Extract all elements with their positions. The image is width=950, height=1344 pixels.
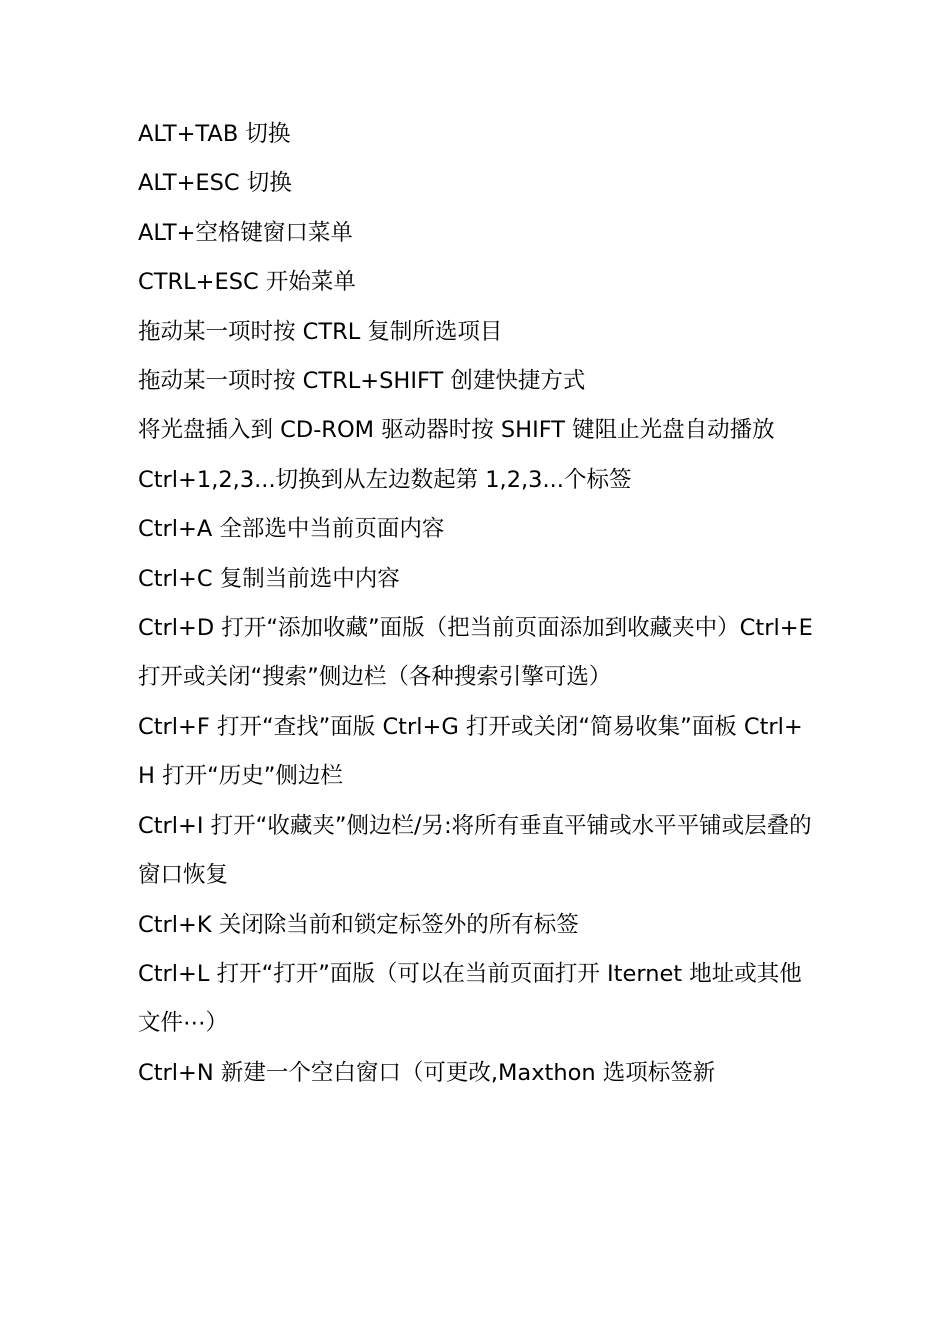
document-page (138, 110, 818, 1098)
shortcut-paragraph-9: Ctrl+A 全部选中当前页面内容 (138, 516, 445, 543)
shortcut-paragraph-12: Ctrl+F 打开“查找”面版 Ctrl+G 打开或关闭“简易收集”面板 Ctrl+H 打开“历史”侧边栏 (138, 713, 803, 790)
shortcut-paragraph-6: 拖动某一项时按 CTRL+SHIFT 创建快捷方式 (138, 368, 586, 395)
shortcut-paragraph-3: ALT+空格键窗口菜单 (138, 219, 353, 246)
shortcut-paragraph-8: Ctrl+1,2,3...切换到从左边数起第 1,2,3...个标签 (138, 466, 632, 493)
shortcut-paragraph-15: Ctrl+L 打开“打开”面版（可以在当前页面打开 Iternet 地址或其他文件⋯） (138, 960, 802, 1037)
shortcut-paragraph-11: Ctrl+D 打开“添加收藏”面版（把当前页面添加到收藏夹中）Ctrl+E 打开或关闭“搜索”侧边栏（各种搜索引擎可选） (138, 615, 813, 691)
shortcut-paragraph-13: Ctrl+I 打开“收藏夹”侧边栏/另:将所有垂直平铺或水平平铺或层叠的窗口恢复 (138, 812, 812, 889)
shortcut-paragraph-5: 拖动某一项时按 CTRL 复制所选项目 (138, 318, 503, 345)
shortcut-paragraph-2: ALT+ESC 切换 (138, 170, 292, 197)
shortcut-paragraph-16: Ctrl+N 新建一个空白窗口（可更改,Maxthon 选项标签新 (138, 1059, 716, 1086)
shortcut-paragraph-14: Ctrl+K 关闭除当前和锁定标签外的所有标签 (138, 911, 579, 938)
shortcut-paragraph-10: Ctrl+C 复制当前选中内容 (138, 565, 400, 592)
shortcut-paragraph-1: ALT+TAB 切换 (138, 121, 291, 147)
shortcut-paragraph-4: CTRL+ESC 开始菜单 (138, 269, 356, 296)
shortcut-paragraph-7: 将光盘插入到 CD-ROM 驱动器时按 SHIFT 键阻止光盘自动播放 (138, 417, 775, 444)
